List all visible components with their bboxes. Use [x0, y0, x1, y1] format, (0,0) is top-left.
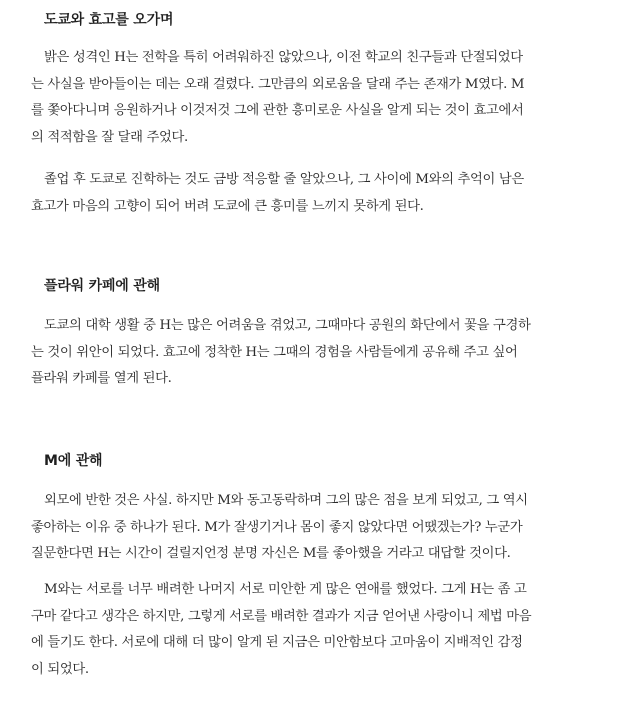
paragraph [31, 313, 530, 393]
paragraph-line: 이 되었다. [31, 662, 89, 678]
paragraph-line: 질문한다면 H는 시간이 걸릴지언정 분명 자신은 M를 좋아했을 거라고 대답할 것이다. [31, 546, 511, 562]
paragraph-line: 는 것이 위안이 되었다. 효고에 정착한 H는 그때의 경험을 사람들에게 공유해 주고 싶어 [31, 344, 518, 360]
paragraph-line: M와는 서로를 너무 배려한 나머지 서로 미안한 게 많은 연애를 했었다. 그게 H는 좀 고 [44, 582, 527, 597]
paragraph-line: 효고가 마음의 고향이 되어 버려 도쿄에 큰 흥미를 느끼지 못하게 된다. [31, 198, 424, 214]
paragraph [31, 45, 524, 152]
paragraph-line: 졸업 후 도쿄로 진학하는 것도 금방 적응할 줄 알았으나, 그 사이에 M와의 추억이 남은 [44, 172, 524, 187]
section-heading: M에 관해 [44, 453, 103, 469]
paragraph-line: 에 들기도 한다. 서로에 대해 더 많이 알게 된 지금은 미안함보다 고마움이 지배적인 감정 [31, 635, 523, 651]
paragraph-line: 외모에 반한 것은 사실. 하지만 M와 동고동락하며 그의 많은 점을 보게 되었고, 그 역시 [44, 493, 528, 508]
paragraph [31, 577, 531, 684]
paragraph-line: 를 쫓아다니며 응원하거나 이것저것 그에 관한 흥미로운 사실을 알게 되는 것이 효고에서 [31, 103, 524, 119]
paragraph-line: 의 적적함을 잘 달래 주었다. [31, 130, 188, 146]
paragraph-line: 도쿄의 대학 생활 중 H는 많은 어려움을 겪었고, 그때마다 공원의 화단에서 꽃을 구경하 [44, 318, 531, 333]
paragraph-line: 좋아하는 이유 중 하나가 된다. M가 잘생기거나 몸이 좋지 않았다면 어땠겠는가? 누군가 [31, 519, 523, 535]
section-heading: 도쿄와 효고를 오가며 [44, 12, 174, 28]
section-heading: 플라워 카페에 관해 [44, 278, 160, 294]
paragraph-line: 는 사실을 받아들이는 데는 오래 걸렸다. 그만큼의 외로움을 달래 주는 존재가 M였다. M [31, 76, 525, 92]
paragraph-line: 밝은 성격인 H는 전학을 특히 어려워하진 않았으나, 이전 학교의 친구들과 단절되었다 [44, 50, 523, 65]
paragraph-line: 구마 같다고 생각은 하지만, 그렇게 서로를 배려한 결과가 지금 얻어낸 사랑이니 제법 마음 [31, 608, 532, 624]
paragraph [31, 167, 524, 220]
paragraph [31, 488, 528, 568]
paragraph-line: 플라워 카페를 열게 된다. [31, 371, 172, 387]
